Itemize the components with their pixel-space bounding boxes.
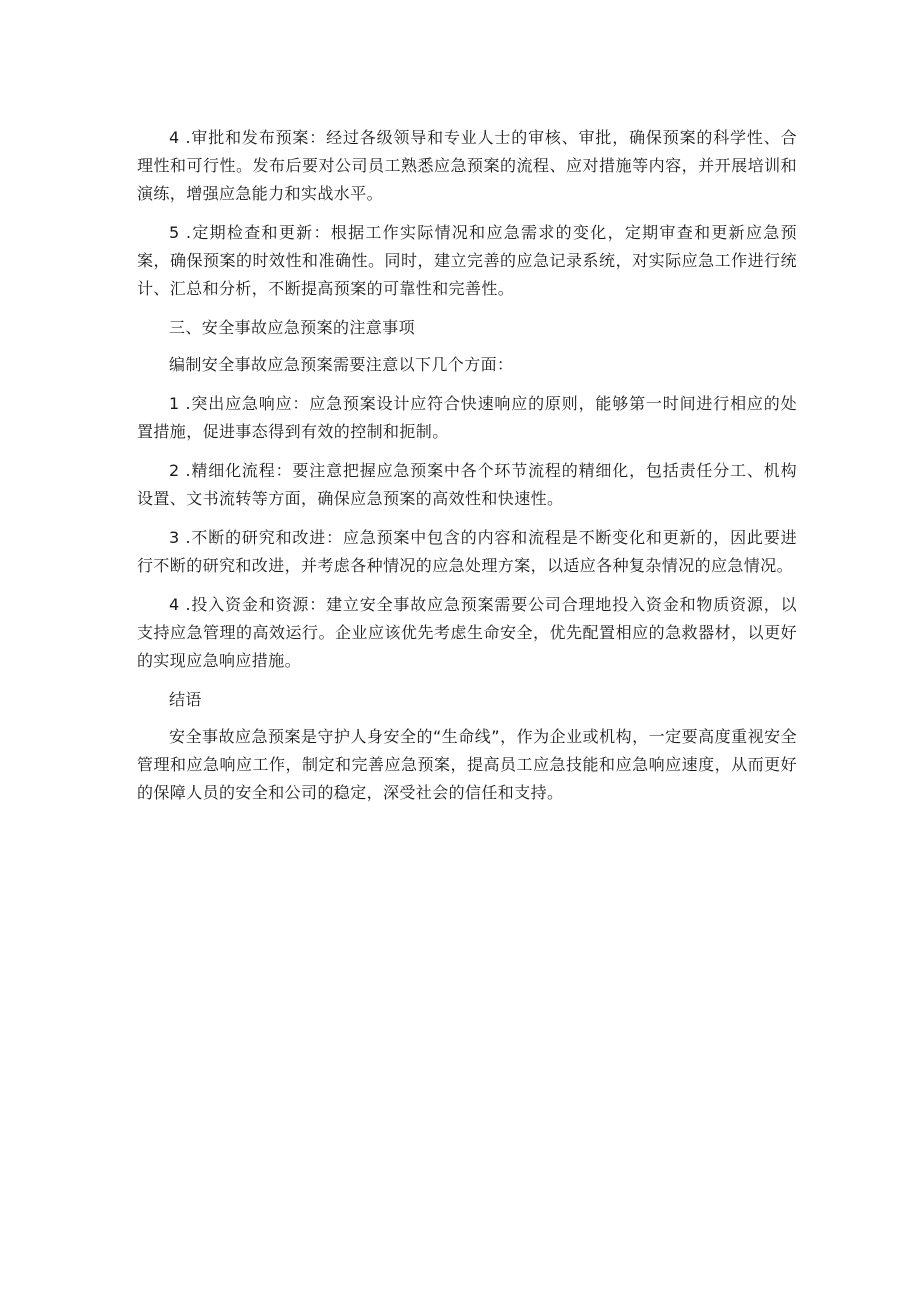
section-heading-conclusion: 结语 [169, 690, 202, 709]
paragraph-emergency-response: 1 .突出应急响应：应急预案设计应符合快速响应的原则，能够第一时间进行相应的处置措施，促进事态得到有效的控制和扼制。 [137, 394, 797, 441]
paragraph-approval-release: 4 .审批和发布预案：经过各级领导和专业人士的审核、审批，确保预案的科学性、合理性和可行性。发布后要对公司员工熟悉应急预案的流程、应对措施等内容，并开展培训和演练，增强应急能力和实战水平。 [137, 128, 797, 203]
paragraph-refined-process: 2 .精细化流程：要注意把握应急预案中各个环节流程的精细化，包括责任分工、机构设置、文书流转等方面，确保应急预案的高效性和快速性。 [137, 461, 797, 508]
paragraph-continuous-improvement: 3 .不断的研究和改进：应急预案中包含的内容和流程是不断变化和更新的，因此要进行不断的研究和改进，并考虑各种情况的应急处理方案，以适应各种复杂情况的应急情况。 [137, 528, 797, 575]
paragraph-precautions-intro: 编制安全事故应急预案需要注意以下几个方面： [169, 355, 514, 374]
paragraph-periodic-review: 5 .定期检查和更新：根据工作实际情况和应急需求的变化，定期审查和更新应急预案，确保预案的时效性和准确性。同时，建立完善的应急记录系统，对实际应急工作进行统计、汇总和分析，不断提高预案的可靠性和完善性。 [137, 223, 797, 298]
paragraph-funding-resources: 4 .投入资金和资源：建立安全事故应急预案需要公司合理地投入资金和物质资源，以支持应急管理的高效运行。企业应该优先考虑生命安全，优先配置相应的急救器材，以更好的实现应急响应措施。 [137, 595, 797, 670]
document-page [137, 124, 797, 818]
paragraph-conclusion: 安全事故应急预案是守护人身安全的“生命线”，作为企业或机构，一定要高度重视安全管理和应急响应工作，制定和完善应急预案，提高员工应急技能和应急响应速度，从而更好的保障人员的安全和公司的稳定，深受社会的信任和支持。 [137, 727, 797, 802]
section-heading-precautions: 三、安全事故应急预案的注意事项 [169, 318, 416, 337]
